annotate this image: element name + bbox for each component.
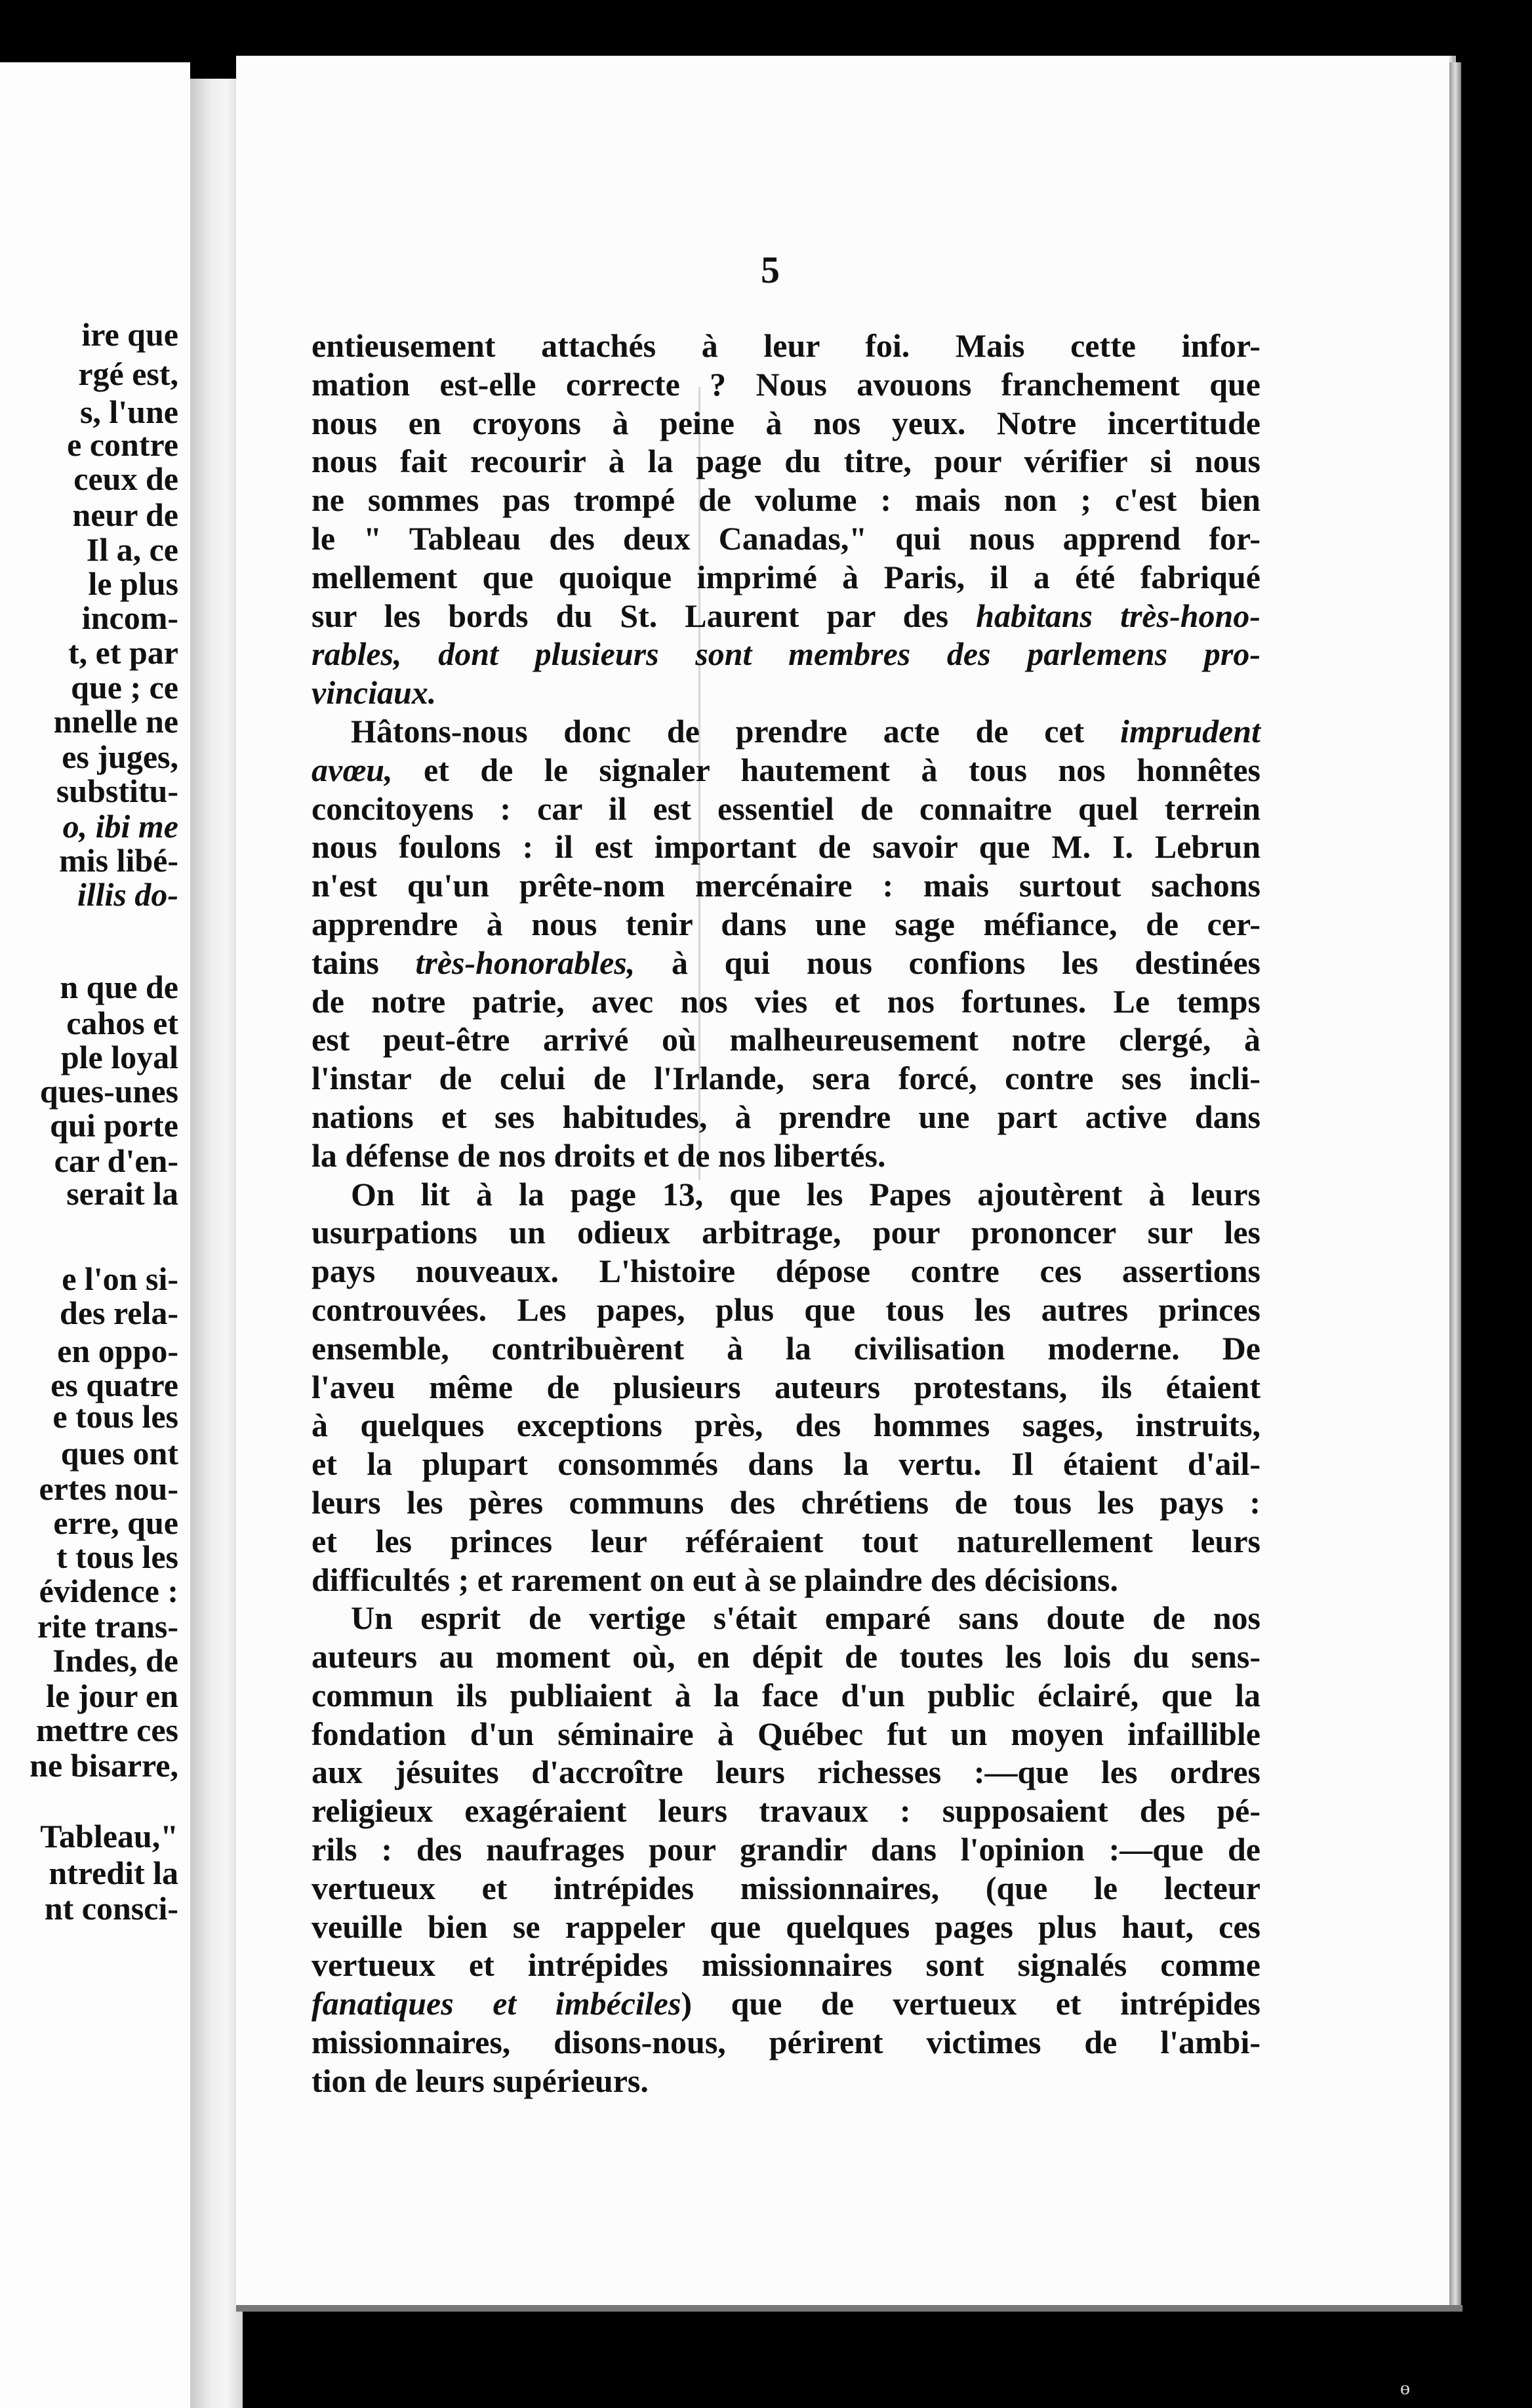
- paragraph: [312, 1599, 1260, 2100]
- text-line: fanatiques et imbéciles) que de vertueux et intrépides: [312, 1985, 1260, 2022]
- text-line: difficultés ; et rarement on eut à se plaindre des décisions.: [312, 1561, 1119, 1598]
- left-page-line: Tableau,": [40, 1818, 178, 1855]
- text-line: avœu, et de le signaler hautement à tous nos honnêtes: [312, 751, 1260, 788]
- paragraph: [312, 712, 1260, 1175]
- left-page-line: s, l'une: [79, 393, 178, 430]
- page-fold-mark: [698, 387, 700, 1180]
- text-line: tains très-honorables, à qui nous confions les destinées: [312, 944, 1260, 981]
- paragraph: [312, 1175, 1260, 1599]
- left-page-line: incom-: [81, 599, 178, 636]
- page-bottom-shadow: [236, 2305, 1462, 2312]
- left-page-line: substitu-: [56, 773, 178, 809]
- text-line: mation est-elle correcte ? Nous avouons franchement que: [312, 365, 1260, 403]
- paragraph: [312, 327, 1260, 712]
- text-line: le " Tableau des deux Canadas," qui nous apprend for-: [312, 519, 1260, 557]
- left-page-line: t, et par: [68, 634, 178, 671]
- text-line: nations et ses habitudes, à prendre une part active dans: [312, 1098, 1260, 1135]
- text-line: pays nouveaux. L'histoire dépose contre ces assertions: [312, 1253, 1260, 1290]
- text-line: vertueux et intrépides missionnaires, (que le lecteur: [312, 1869, 1260, 1906]
- left-page-line: es quatre: [50, 1367, 178, 1403]
- left-page-line: ire que: [81, 316, 178, 353]
- left-page-line: le plus: [88, 565, 178, 602]
- text-line: vinciaux.: [312, 674, 437, 712]
- left-page-line: ne bisarre,: [30, 1747, 178, 1784]
- left-page-line: nt consci-: [44, 1890, 178, 1927]
- text-line: Hâtons-nous donc de prendre acte de cet imprudent: [351, 712, 1260, 750]
- body-text: [312, 327, 1260, 2100]
- left-page-line: n que de: [60, 969, 178, 1005]
- left-page-line: rite trans-: [37, 1608, 178, 1645]
- left-page-line: car d'en-: [54, 1142, 178, 1179]
- left-page-line: es juges,: [62, 738, 178, 775]
- scan-mark: ɵ: [1400, 2377, 1410, 2399]
- page-edge: [1449, 62, 1461, 2305]
- text-line: missionnaires, disons-nous, périrent victimes de l'ambi-: [312, 2024, 1260, 2061]
- text-line: fondation d'un séminaire à Québec fut un moyen infaillible: [312, 1715, 1260, 1752]
- text-line: Un esprit de vertige s'était emparé sans doute de nos: [351, 1599, 1260, 1637]
- left-page-line: ques ont: [60, 1435, 178, 1472]
- text-line: nous fait recourir à la page du titre, pour vérifier si nous: [312, 443, 1260, 480]
- page-number: 5: [761, 249, 780, 291]
- text-line: leurs les pères communs des chrétiens de tous les pays :: [312, 1483, 1260, 1521]
- text-line: et la plupart consommés dans la vertu. Il étaient d'ail-: [312, 1445, 1260, 1483]
- text-line: ne sommes pas trompé de volume : mais non ; c'est bien: [312, 481, 1260, 519]
- left-page-line: le jour en: [46, 1677, 178, 1714]
- left-page-line: qui porte: [50, 1107, 178, 1144]
- text-line: On lit à la page 13, que les Papes ajoutèrent à leurs: [351, 1175, 1260, 1213]
- text-line: aux jésuites d'accroître leurs richesses :—que les ordres: [312, 1754, 1260, 1791]
- text-line: entieusement attachés à leur foi. Mais cette infor-: [312, 327, 1260, 364]
- left-page-line: e contre: [67, 426, 178, 463]
- left-page-line: neur de: [72, 496, 178, 533]
- text-line: nous en croyons à peine à nos yeux. Notre incertitude: [312, 404, 1260, 441]
- text-line: n'est qu'un prête-nom mercénaire : mais surtout sachons: [312, 867, 1260, 904]
- book-gutter: [190, 79, 243, 2408]
- text-line: rils : des naufrages pour grandir dans l'opinion :—que de: [312, 1831, 1260, 1868]
- text-line: et les princes leur référaient tout naturellement leurs: [312, 1522, 1260, 1559]
- left-page-line: rgé est,: [78, 355, 178, 392]
- left-page-line: e l'on si-: [62, 1260, 178, 1297]
- left-page-line: Indes, de: [52, 1642, 178, 1679]
- text-line: concitoyens : car il est essentiel de connaitre quel terrein: [312, 790, 1260, 827]
- left-page-line: t tous les: [56, 1538, 178, 1575]
- left-page: [0, 62, 190, 2408]
- left-page-line: erre, que: [53, 1504, 178, 1541]
- text-line: usurpations un odieux arbitrage, pour prononcer sur les: [312, 1214, 1260, 1251]
- left-page-line: nnelle ne: [53, 703, 178, 740]
- text-line: de notre patrie, avec nos vies et nos fortunes. Le temps: [312, 982, 1260, 1020]
- text-line: mellement que quoique imprimé à Paris, il a été fabriqué: [312, 558, 1260, 595]
- left-page-line: o, ibi me: [62, 808, 178, 845]
- text-line: la défense de nos droits et de nos libertés.: [312, 1136, 886, 1174]
- text-line: rables, dont plusieurs sont membres des parlemens pro-: [312, 635, 1260, 673]
- text-line: est peut-être arrivé où malheureusement notre clergé, à: [312, 1021, 1260, 1058]
- left-page-line: évidence :: [39, 1573, 178, 1609]
- text-line: apprendre à nous tenir dans une sage méfiance, de cer-: [312, 905, 1260, 942]
- text-line: tion de leurs supérieurs.: [312, 2062, 649, 2099]
- text-line: nous foulons : il est important de savoir que M. I. Lebrun: [312, 828, 1260, 866]
- left-page-line: des rela-: [60, 1294, 178, 1331]
- left-page-line: que ; ce: [71, 669, 178, 706]
- left-page-line: ertes nou-: [39, 1470, 178, 1507]
- left-page-line: ques-unes: [39, 1073, 178, 1110]
- left-page-line: illis do-: [77, 876, 178, 913]
- text-line: veuille bien se rappeler que quelques pages plus haut, ces: [312, 1908, 1260, 1945]
- left-page-line: ceux de: [73, 460, 178, 497]
- text-line: sur les bords du St. Laurent par des habitans très-hono-: [312, 597, 1260, 634]
- text-line: controuvées. Les papes, plus que tous les autres princes: [312, 1291, 1260, 1328]
- left-page-line: Il a, ce: [86, 531, 178, 568]
- text-line: l'aveu même de plusieurs auteurs protestans, ils étaient: [312, 1368, 1260, 1405]
- text-line: à quelques exceptions près, des hommes sages, instruits,: [312, 1407, 1260, 1444]
- text-line: vertueux et intrépides missionnaires sont signalés comme: [312, 1946, 1260, 1984]
- text-line: l'instar de celui de l'Irlande, sera forcé, contre ses incli-: [312, 1060, 1260, 1097]
- left-page-line: e tous les: [52, 1398, 178, 1435]
- left-page-line: mettre ces: [36, 1712, 178, 1748]
- text-line: auteurs au moment où, en dépit de toutes les lois du sens-: [312, 1638, 1260, 1676]
- text-line: ensemble, contribuèrent à la civilisation moderne. De: [312, 1329, 1260, 1367]
- left-page-line: mis libé-: [59, 842, 178, 879]
- left-page-line: en oppo-: [57, 1333, 178, 1369]
- left-page-line: ple loyal: [60, 1039, 178, 1075]
- left-page-line: cahos et: [66, 1005, 178, 1041]
- text-line: religieux exagéraient leurs travaux : supposaient des pé-: [312, 1792, 1260, 1830]
- text-line: commun ils publiaient à la face d'un public éclairé, que la: [312, 1676, 1260, 1714]
- left-page-line: serait la: [66, 1175, 178, 1212]
- left-page-line: ntredit la: [49, 1855, 178, 1891]
